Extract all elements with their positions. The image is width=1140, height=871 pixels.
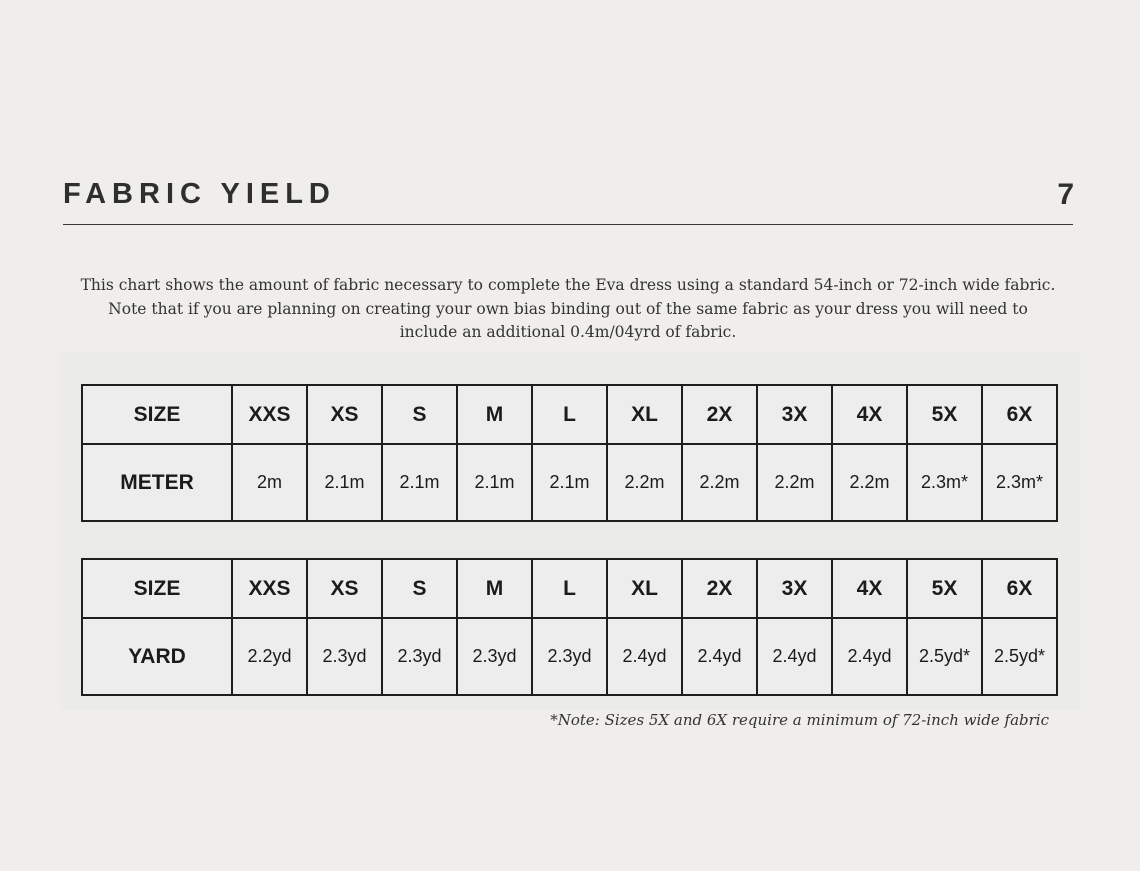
yard-value-cell: 2.4yd <box>607 618 682 695</box>
meter-value-cell: 2.3m* <box>907 444 982 521</box>
yard-value-cell: 2.5yd* <box>907 618 982 695</box>
footnote: *Note: Sizes 5X and 6X require a minimum of 72-inch wide fabric <box>550 711 1049 729</box>
size-header-label: SIZE <box>82 559 232 618</box>
yard-value-cell: 2.3yd <box>532 618 607 695</box>
size-header-label: SIZE <box>82 385 232 444</box>
yard-value-cell: 2.2yd <box>232 618 307 695</box>
size-header-row <box>82 385 1057 444</box>
yard-value-cell: 2.3yd <box>382 618 457 695</box>
size-cell: 6X <box>982 559 1057 618</box>
meter-value-cell: 2m <box>232 444 307 521</box>
meter-value-cell: 2.1m <box>382 444 457 521</box>
meter-yield-table <box>81 384 1058 522</box>
yard-value-cell: 2.3yd <box>307 618 382 695</box>
size-cell: S <box>382 385 457 444</box>
size-cell: XS <box>307 385 382 444</box>
intro-line: This chart shows the amount of fabric necessary to complete the Eva dress using a standard 54-inch or 72-inch wide fabric. <box>80 276 1056 294</box>
size-cell: 3X <box>757 385 832 444</box>
yard-yield-table <box>81 558 1058 696</box>
size-cell: 6X <box>982 385 1057 444</box>
size-cell: 2X <box>682 385 757 444</box>
size-cell: XL <box>607 559 682 618</box>
yard-value-cell: 2.5yd* <box>982 618 1057 695</box>
meter-value-cell: 2.2m <box>757 444 832 521</box>
yard-row-label: YARD <box>82 618 232 695</box>
yard-value-cell: 2.4yd <box>682 618 757 695</box>
size-cell: L <box>532 559 607 618</box>
yard-value-cell: 2.4yd <box>757 618 832 695</box>
meter-value-cell: 2.3m* <box>982 444 1057 521</box>
size-cell: L <box>532 385 607 444</box>
size-cell: 2X <box>682 559 757 618</box>
size-cell: 5X <box>907 559 982 618</box>
header-divider <box>63 224 1073 225</box>
size-header-row <box>82 559 1057 618</box>
meter-value-cell: 2.2m <box>682 444 757 521</box>
size-cell: 4X <box>832 385 907 444</box>
meter-value-cell: 2.1m <box>457 444 532 521</box>
page-number: 7 <box>1057 178 1074 211</box>
yard-value-cell: 2.4yd <box>832 618 907 695</box>
meter-value-cell: 2.2m <box>832 444 907 521</box>
intro-line: include an additional 0.4m/04yrd of fabric. <box>399 323 737 341</box>
size-cell: M <box>457 559 532 618</box>
size-cell: M <box>457 385 532 444</box>
size-cell: S <box>382 559 457 618</box>
yard-value-cell: 2.3yd <box>457 618 532 695</box>
intro-paragraph <box>63 274 1073 345</box>
size-cell: 3X <box>757 559 832 618</box>
size-cell: XXS <box>232 559 307 618</box>
meter-value-cell: 2.1m <box>532 444 607 521</box>
page-title: FABRIC YIELD <box>63 178 336 210</box>
size-cell: XXS <box>232 385 307 444</box>
meter-value-cell: 2.1m <box>307 444 382 521</box>
meter-row-label: METER <box>82 444 232 521</box>
size-cell: 5X <box>907 385 982 444</box>
meter-value-row <box>82 444 1057 521</box>
yard-value-row <box>82 618 1057 695</box>
meter-value-cell: 2.2m <box>607 444 682 521</box>
size-cell: XL <box>607 385 682 444</box>
intro-line: Note that if you are planning on creating your own bias binding out of the same fabric as your dress you will need to <box>108 299 1028 318</box>
size-cell: 4X <box>832 559 907 618</box>
size-cell: XS <box>307 559 382 618</box>
